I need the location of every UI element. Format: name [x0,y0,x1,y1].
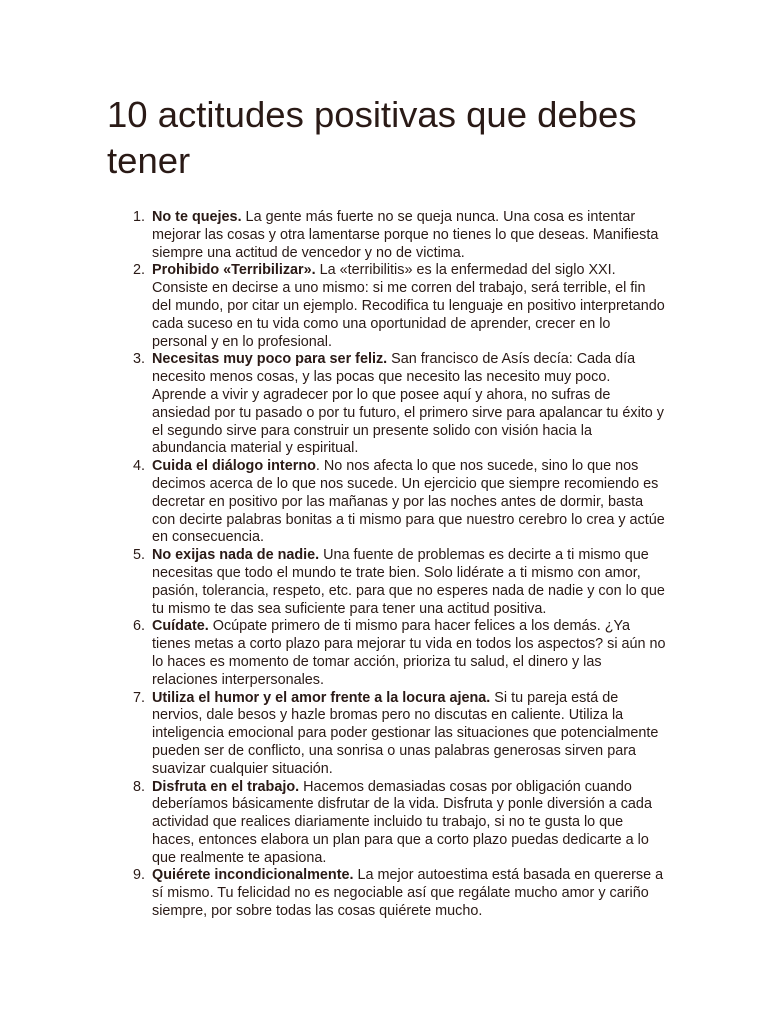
document-title: 10 actitudes positivas que debes tener [107,94,637,181]
attitudes-list [132,209,667,921]
list-item [132,618,667,689]
item-text: La «terribilitis» es la enfermedad del siglo XXI. Consiste en decirse a uno mismo: si me corren del trabajo, será terrible, el fin del mundo, por citar un ejemplo. Recodifica tu lenguaje en positivo interpretando cada suceso en tu vida como una oportunidad de aprender, crecer en lo personal y en lo profesional. [152,262,665,350]
item-number: 4. [132,458,145,475]
item-text: San francisco de Asís decía: Cada día necesito menos cosas, y las pocas que necesito las necesito muy poco. Aprende a vivir y agradecer por lo que posee aquí y ahora, no sufras de ansiedad por tu pasado o por tu futuro, el primero sirve para apalancar tu éxito y el segundo sirve para construir un presente solido con visión hacia la abundancia material y espiritual. [152,351,664,457]
item-heading: Cuida el diálogo interno [152,458,316,475]
list-item [132,689,667,779]
list-item [132,867,667,920]
item-number: 9. [132,867,145,884]
item-heading: Utiliza el humor y el amor frente a la locura ajena. [152,689,491,706]
item-text: Hacemos demasiadas cosas por obligación cuando deberíamos básicamente disfrutar de la vida. Disfruta y ponle diversión a cada actividad que realices diariamente incluido tu trabajo, si no te gusta lo que haces, entonces elabora un plan para que a corto plazo puedas dedicarte a lo que realmente te apasiona. [152,778,652,866]
item-heading: Prohibido «Terribilizar». [152,262,316,279]
item-text: Ocúpate primero de ti mismo para hacer felices a los demás. ¿Ya tienes metas a corto plazo para mejorar tu vida en todos los aspectos? si aún no lo haces es momento de tomar acción, prioriza tu salud, el dinero y las relaciones interpersonales. [152,618,666,688]
item-heading: Disfruta en el trabajo. [152,778,300,795]
item-text: . No nos afecta lo que nos sucede, sino lo que nos decimos acerca de lo que nos sucede. Un ejercicio que siempre recomiendo es decretar en positivo por las mañanas y por las noches antes de dormir, basta con decirte palabras bonitas a ti mismo para que nuestro cerebro lo crea y actúe en consecuencia. [152,458,665,546]
item-text: Si tu pareja está de nervios, dale besos y hazle bromas pero no discutas en caliente. Utiliza la inteligencia emocional para poder gestionar las situaciones que potencialmente pueden ser de conflicto, una sonrisa o unas palabras generosas sirven para suavizar cualquier situación. [152,689,659,777]
item-number: 6. [132,618,145,635]
list-item [132,209,667,262]
item-number: 3. [132,351,145,368]
item-heading: Quiérete incondicionalmente. [152,867,354,884]
list-item [132,458,667,547]
item-heading: Cuídate. [152,618,209,635]
list-item [132,262,667,351]
item-heading: Necesitas muy poco para ser feliz. [152,351,388,368]
item-heading: No te quejes. [152,209,242,225]
item-text: La mejor autoestima está basada en quererse a sí mismo. Tu felicidad no es negociable así que regálate mucho amor y cariño siempre, por sobre todas las cosas quiérete mucho. [152,867,664,920]
item-number: 2. [132,262,145,279]
item-text: La gente más fuerte no se queja nunca. Una cosa es intentar mejorar las cosas y otra lamentarse porque no tienes lo que deseas. Manifiesta siempre una actitud de vencedor y no de victima. [152,209,659,261]
list-item [132,351,667,458]
item-heading: No exijas nada de nadie. [152,547,320,564]
item-number: 8. [132,778,145,795]
list-item [132,778,667,868]
item-number: 5. [132,547,145,564]
list-item [132,547,667,618]
item-number: 7. [132,689,145,706]
item-text: Una fuente de problemas es decirte a ti mismo que necesitas que todo el mundo te trate bien. Solo lidérate a ti mismo con amor, pasión, tolerancia, respeto, etc. para que no esperes nada de nadie y con lo que tu mismo te das sea suficiente para tener una actitud positiva. [152,547,665,617]
item-number: 1. [132,209,145,225]
